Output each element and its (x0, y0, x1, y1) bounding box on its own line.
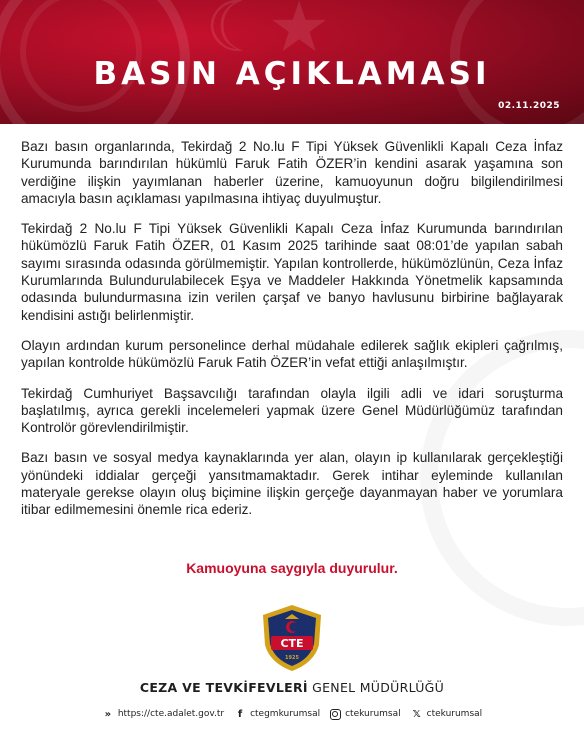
website-link[interactable] (102, 708, 224, 720)
logo-crescent-cut (289, 622, 298, 631)
body-text (21, 138, 563, 532)
release-date: 02.11.2025 (498, 101, 560, 111)
footer-social (0, 708, 584, 720)
page-title: BASIN AÇIKLAMASI (93, 56, 491, 92)
paragraph-5: Bazı basın ve sosyal medya kaynaklarında yer alan, olayın ip kullanılarak gerçekleştiği yönündeki iddialar gerçeği yansıtmamaktadır. Gerek intihar eyleminde kullanılan materyale gerekse olayın oluş biçimine ilişkin gerçeğe dayanmayan haber ve yorumlara itibar edilmemesini önemle rica ederiz. (21, 450, 563, 518)
paragraph-4: Tekirdağ Cumhuriyet Başsavcılığı tarafından olayla ilgili adli ve idari soruşturma başlatılmış, ayrıca gerekli incelemeleri yapmak üzere Genel Müdürlüğümüz tarafından Kontrolör görevlendirilmiştir. (21, 385, 563, 436)
facebook-link[interactable] (234, 708, 320, 720)
x-handle: ctekurumsal (426, 709, 483, 719)
logo-year: 1925 (285, 655, 299, 661)
paragraph-2: Tekirdağ 2 No.lu F Tipi Yüksek Güvenlikli Kapalı Ceza İnfaz Kurumunda barındırılan hükümözlü Faruk Fatih ÖZER, 01 Kasım 2025 tarihinde saat 08:01’de yapılan sabah sayımı sırasında odasında görülmemiştir. Yapılan kontrollerde, hükümözlünün, Ceza İnfaz Kurumlarında Bulundurulabilecek Eşya ve Maddeler Hakkında Yönetmelik kapsamında odasında bulundurmasına izin verilen çarşaf ve banyo havlusunu birbirine bağlayarak kendisini astığı belirlenmiştir. (21, 221, 563, 323)
org-name-bold: CEZA VE TEVKİFEVLERİ (139, 680, 308, 695)
paragraph-3: Olayın ardından kurum personelince derhal müdahale edilerek sağlık ekipleri çağrılmış, yapılan kontrolde hükümözlü Faruk Fatih ÖZER’in vefat ettiği anlaşılmıştır. (21, 337, 563, 371)
instagram-handle: ctekurumsal (345, 709, 401, 719)
cte-logo (259, 603, 325, 673)
organization-name (0, 680, 584, 695)
instagram-link[interactable] (330, 709, 401, 720)
crescent-star-icon: ☾★ (205, 0, 331, 68)
x-icon: 𝕏 (412, 708, 421, 720)
website-text: https://cte.adalet.gov.tr (117, 709, 225, 719)
facebook-handle: ctegmkurumsal (250, 709, 321, 719)
header-banner (0, 0, 584, 124)
instagram-icon (330, 709, 341, 720)
facebook-icon: f (237, 708, 243, 720)
x-link[interactable] (411, 708, 483, 720)
globe-icon: » (104, 708, 112, 720)
paragraph-1: Bazı basın organlarında, Tekirdağ 2 No.lu F Tipi Yüksek Güvenlikli Kapalı Ceza İnfaz Kurumunda barındırılan hükümlü Faruk Fatih ÖZER’in kendini asarak yaşamına son verdiğine ilişkin yayımlanan haberler üzerine, kamuoyunun doğru bilgilendirilmesi amacıyla basın açıklaması yapılmasına ihtiyaç duyulmuştur. (21, 139, 563, 206)
org-name-regular: GENEL MÜDÜRLÜĞÜ (312, 680, 445, 695)
logo-text: CTE (280, 637, 304, 650)
closing-statement: Kamuoyuna saygıyla duyurulur. (186, 560, 398, 576)
